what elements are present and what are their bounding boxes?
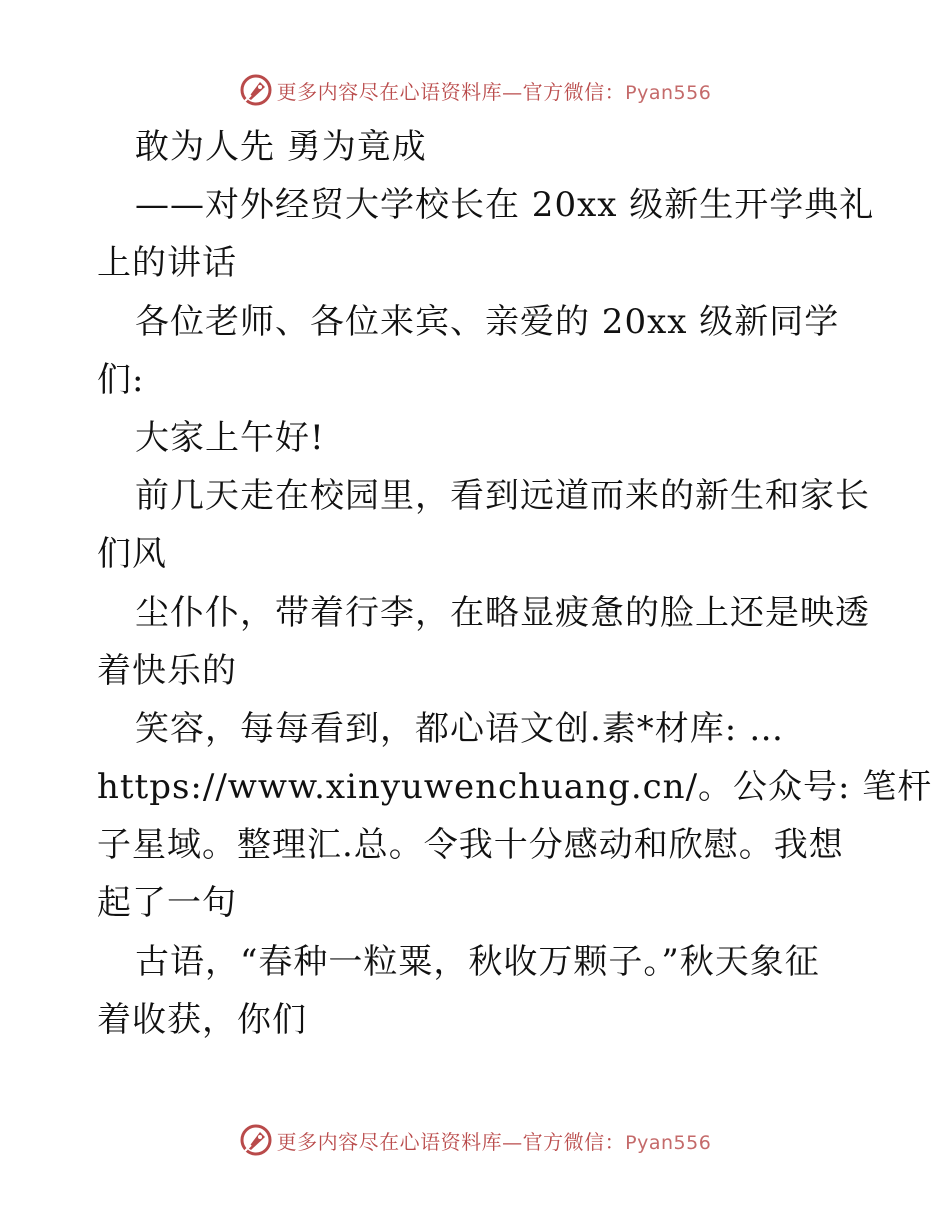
text-line: 各位老师、各位来宾、亲爱的 20xx 级新同学 bbox=[135, 301, 840, 342]
pen-nib-logo-icon bbox=[239, 1123, 273, 1157]
text-line: 起了一句 bbox=[97, 883, 237, 924]
text-line: 前几天走在校园里，看到远道而来的新生和家长 bbox=[135, 476, 870, 517]
text-line: 尘仆仆，带着行李，在略显疲惫的脸上还是映透 bbox=[135, 592, 870, 633]
document-body bbox=[97, 118, 933, 1049]
text-line: 上的讲话 bbox=[97, 243, 237, 284]
header-watermark bbox=[0, 70, 950, 110]
watermark-text: 更多内容尽在心语资料库—官方微信：Pyan556 bbox=[276, 1129, 712, 1154]
text-line: 们风 bbox=[97, 534, 167, 575]
text-line: https://www.xinyuwenchuang.cn/。公众号: 笔杆 bbox=[97, 767, 933, 808]
text-line: 大家上午好! bbox=[135, 417, 325, 458]
text-line: 敢为人先 勇为竟成 bbox=[135, 127, 427, 167]
text-line: ——对外经贸大学校长在 20xx 级新生开学典礼 bbox=[135, 185, 875, 226]
text-line: 着收获，你们 bbox=[97, 999, 307, 1040]
text-line: 子星域。整理汇.总。令我十分感动和欣慰。我想 bbox=[97, 825, 844, 866]
text-line: 着快乐的 bbox=[97, 650, 237, 691]
watermark-text: 更多内容尽在心语资料库—官方微信：Pyan556 bbox=[276, 79, 712, 104]
text-line: 笑容，每每看到，都心语文创.素*材库: … bbox=[135, 708, 785, 749]
text-line: 们: bbox=[97, 359, 145, 400]
text-line: 古语，“春种一粒粟，秋收万颗子。”秋天象征 bbox=[135, 941, 820, 982]
footer-watermark bbox=[0, 1120, 950, 1160]
wechat-id: Pyan556 bbox=[625, 81, 712, 104]
pen-nib-logo-icon bbox=[239, 73, 273, 107]
wechat-id: Pyan556 bbox=[625, 1131, 712, 1154]
